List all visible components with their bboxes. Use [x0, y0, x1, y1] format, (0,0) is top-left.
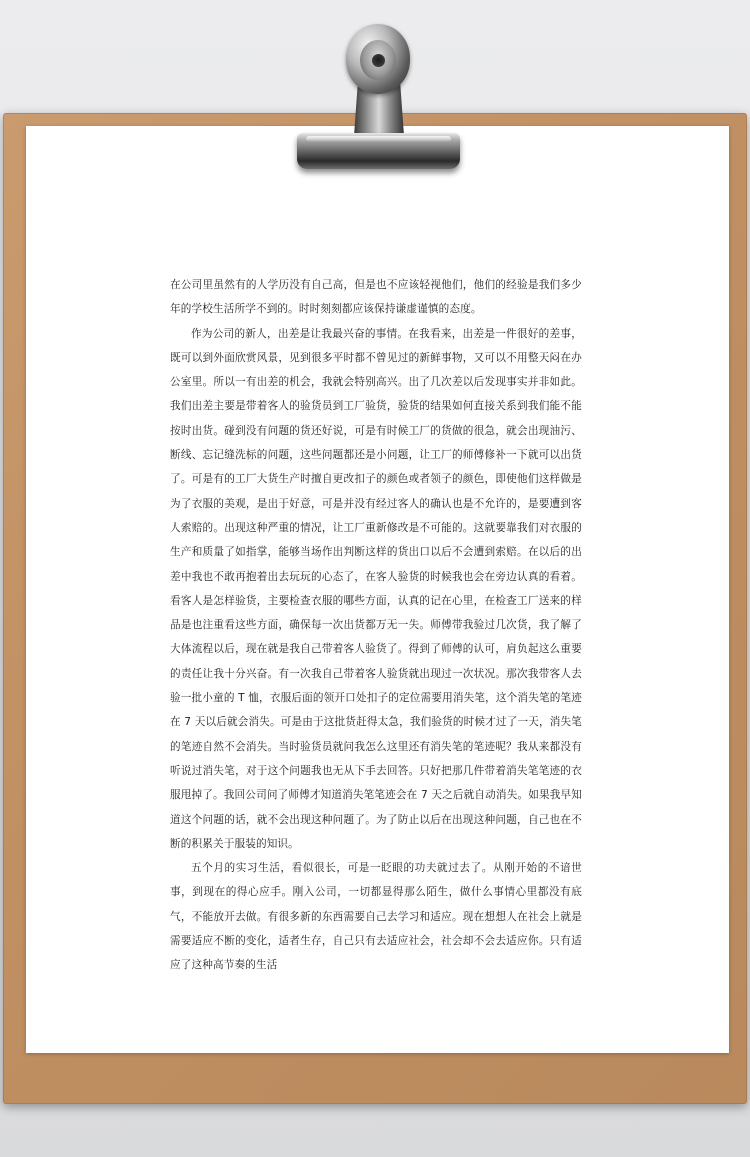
document-body [170, 273, 582, 978]
clip-body-shine [306, 136, 451, 142]
clip-hole [372, 54, 385, 67]
paragraph-1: 在公司里虽然有的人学历没有自己高，但是也不应该轻视他们，他们的经验是我们多少年的学校生活所学不到的。时时刻刻都应该保持谦虚谨慎的态度。 [170, 279, 582, 316]
paragraph-3: 五个月的实习生活，看似很长，可是一眨眼的功夫就过去了。从刚开始的不谙世事，到现在的得心应手。刚入公司，一切都显得那么陌生，做什么事情心里都没有底气，不能放开去做。有很多新的东西需要自己去学习和适应。现在想想人在社会上就是需要适应不断的变化，适者生存，自己只有去适应社会，社会却不会去适应你。只有适应了这种高节奏的生活 [170, 862, 582, 972]
paragraph-2: 作为公司的新人，出差是让我最兴奋的事情。在我看来，出差是一件很好的差事，既可以到外面欣赏风景，见到很多平时都不曾见过的新鲜事物，又可以不用整天闷在办公室里。所以一有出差的机会，我就会特别高兴。出了几次差以后发现事实并非如此。我们出差主要是带着客人的验货员到工厂验货，验货的结果如何直接关系到我们能不能按时出货。碰到没有问题的货还好说，可是有时候工厂的货做的很急，就会出现油污、断线、忘记缝洗标的问题，这些问题都还是小问题，让工厂的师傅修补一下就可以出货了。可是有的工厂大货生产时擅自更改扣子的颜色或者领子的颜色，即使他们这样做是为了衣服的美观，是出于好意，可是并没有经过客人的确认也是不允许的，是要遭到客人索赔的。出现这种严重的情况，让工厂重新修改是不可能的。这就要靠我们对衣服的生产和质量了如指掌，能够当场作出判断这样的货出口以后不会遭到索赔。在以后的出差中我也不敢再抱着出去玩玩的心态了，在客人验货的时候我也会在旁边认真的看着。看客人是怎样验货，主要检查衣服的哪些方面，认真的记在心里，在检查工厂送来的样品是也注重看这些方面，确保每一次出货都万无一失。师傅带我验过几次货，我了解了大体流程以后，现在就是我自己带着客人验货了。得到了师傅的认可，肩负起这么重要的责任让我十分兴奋。有一次我自己带着客人验货就出现过一次状况。那次我带客人去验一批小童的 T 恤，衣服后面的领开口处扣子的定位需要用消失笔，这个消失笔的笔迹在 7 天以后就会消失。可是由于这批货赶得太急，我们验货的时候才过了一天，消失笔的笔迹自然不会消失。当时验货员就问我怎么这里还有消失笔的笔迹呢？我从来都没有听说过消失笔，对于这个问题我也无从下手去回答。只好把那几件带着消失笔笔迹的衣服甩掉了。我回公司问了师傅才知道消失笔笔迹会在 7 天之后就自动消失。如果我早知道这个问题的话，就不会出现这种问题了。为了防止以后在出现这种问题，自己也在不断的积累关于服装的知识。 [170, 327, 582, 850]
